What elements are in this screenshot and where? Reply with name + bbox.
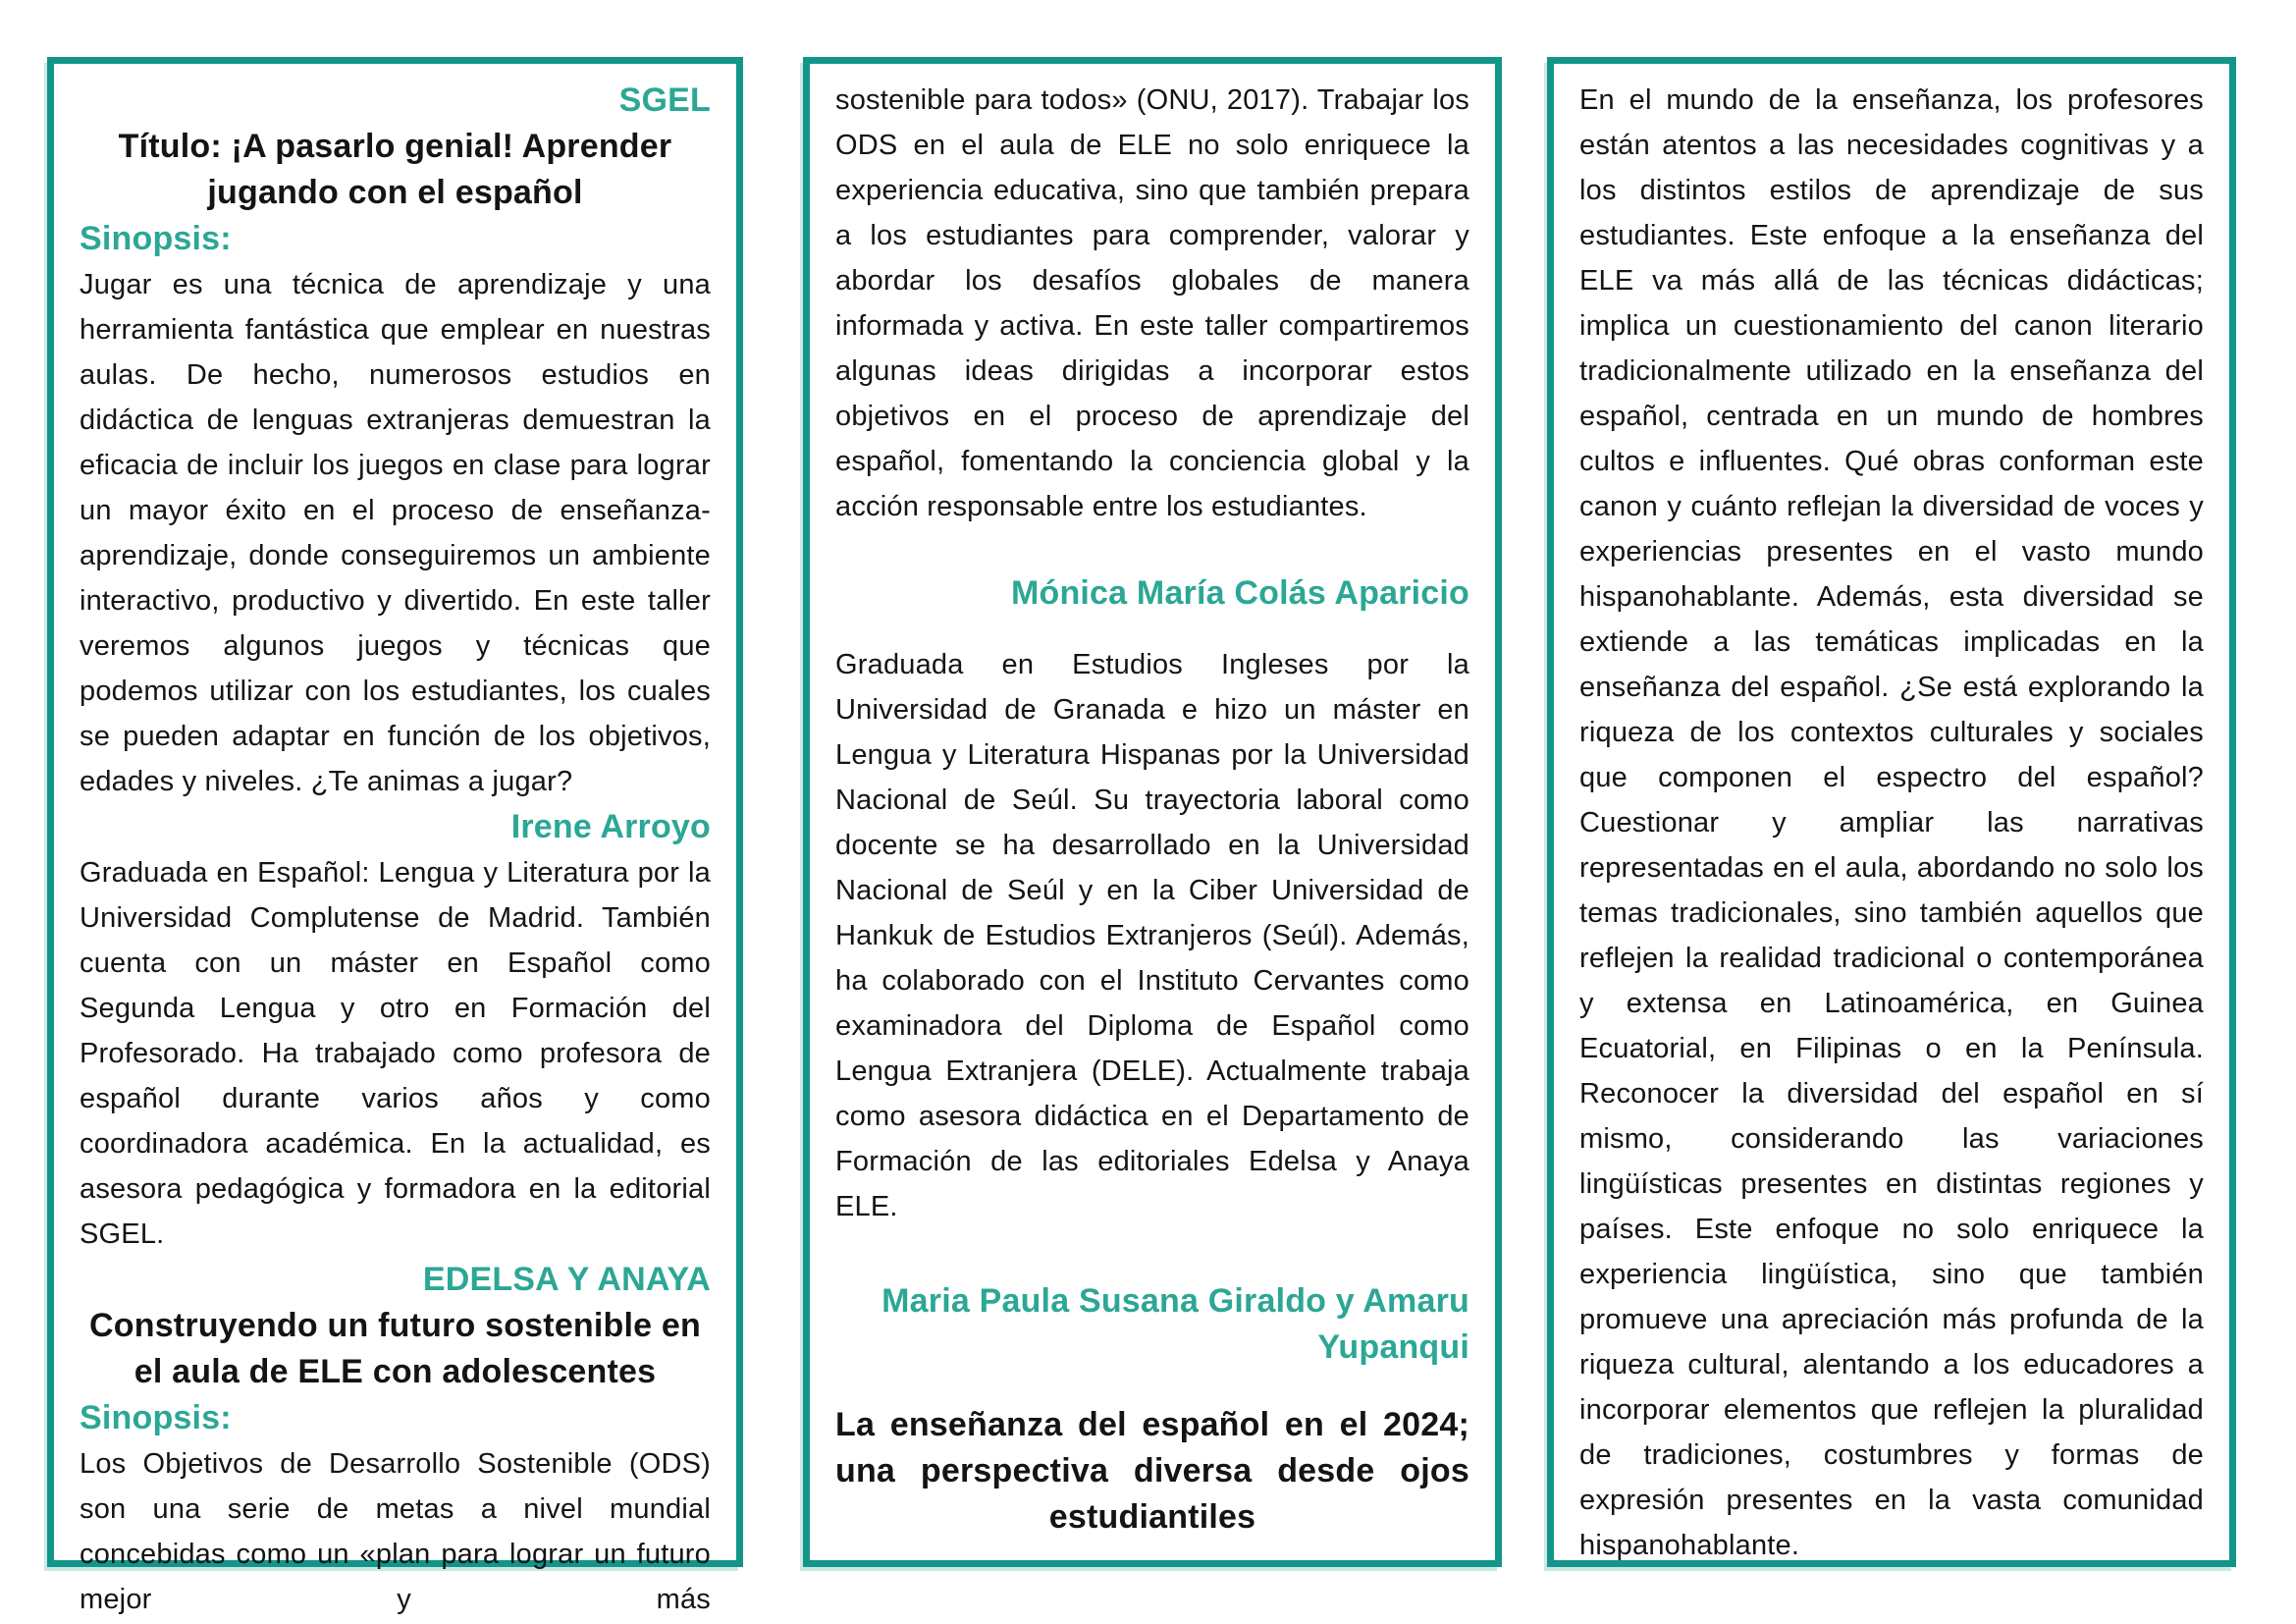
talk1-title: Título: ¡A pasarlo genial! Aprender jugando con el español xyxy=(118,128,672,211)
panels-row xyxy=(0,57,2236,1615)
speaker-monica-colas-bio: Graduada en Estudios Ingleses por la Universidad de Granada e hizo un máster en Lengua y Literatura Hispanas por la Universidad Nacional de Seúl. Su trayectoria laboral como docente se ha desarrollado en la Universidad Nacional de Seúl y en la Ciber Universidad de Hankuk de Estudios Extranjeros (Seúl). Además, ha colaborado con el Instituto Cervantes como examinadora del Diploma de Español como Lengua Extranjera (DELE). Actualmente trabaja como asesora didáctica en el Departamento de Formación de las editoriales Edelsa y Anaya ELE. xyxy=(835,649,1469,1222)
brochure-panel-left xyxy=(47,57,743,1615)
speaker-irene-arroyo-name: Irene Arroyo xyxy=(510,808,711,845)
sinopsis1-text: Jugar es una técnica de aprendizaje y una herramienta fantástica que emplear en nuestras aulas. De hecho, numerosos estudios en didáctica de lenguas extranjeras demuestran la eficacia de incluir los juegos en clase para lograr un mayor éxito en el proceso de enseñanza-aprendizaje, donde conseguiremos un ambiente interactivo, productivo y divertido. En este taller veremos algunos juegos y técnicas que podemos utilizar con los estudiantes, los cuales se pueden adaptar en función de los objetivos, edades y niveles. ¿Te animas a jugar? xyxy=(80,269,711,797)
talk3-abstract: En el mundo de la enseñanza, los profesores están atentos a las necesidades cognitivas y a los distintos estilos de aprendizaje de sus estudiantes. Este enfoque a la enseñanza del ELE va más allá de las técnicas didácticas; implica un cuestionamiento del canon literario tradicionalmente utilizado en la enseñanza del español, centrada en un mundo de hombres cultos e influentes. Qué obras conforman este canon y cuánto reflejan la diversidad de voces y experiencias presentes en el vasto mundo hispanohablante. Además, esta diversidad se extiende a las temáticas implicadas en la enseñanza del español. ¿Se está explorando la riqueza de los contextos culturales y sociales que componen el espectro del español? Cuestionar y ampliar las narrativas representadas en el aula, abordando no solo los temas tradicionales, sino también aquellos que reflejen la realidad tradicional o contemporánea y extensa en Latinoamérica, en Guinea Ecuatorial, en Filipinas o en la Península. Reconocer la diversidad del español en sí mismo, considerando las variaciones lingüísticas presentes en distintas regiones y países. Este enfoque no solo enriquece la experiencia lingüística, sino que también promueve una apreciación más profunda de la riqueza cultural, alentando a los educadores a incorporar elementos que reflejen la pluralidad de tradiciones, costumbres y formas de expresión presentes en la vasta comunidad hispanohablante. xyxy=(1579,84,2204,1561)
speaker-monica-colas-name: Mónica María Colás Aparicio xyxy=(1010,574,1469,612)
talk3-title: La enseñanza del español en el 2024; una perspectiva diversa desde ojos estudiantiles xyxy=(835,1406,1469,1536)
speaker-irene-arroyo-bio: Graduada en Español: Lengua y Literatura por la Universidad Complutense de Madrid. También cuenta con un máster en Español como Segunda Lengua y otro en Formación del Profesorado. Ha trabajado como profesora de español durante varios años y como coordinadora académica. En la actualidad, es asesora pedagógica y formadora en la editorial SGEL. xyxy=(80,857,711,1250)
talk2-title: Construyendo un futuro sostenible en el aula de ELE con adolescentes xyxy=(89,1307,701,1390)
sinopsis2-label: Sinopsis: xyxy=(80,1399,232,1436)
sinopsis2-text-start: Los Objetivos de Desarrollo Sostenible (ODS) son una serie de metas a nivel mundial concebidas como un «plan para lograr un futuro mejor y más xyxy=(80,1448,711,1615)
brochure-panel-right xyxy=(1547,57,2236,1567)
sinopsis1-label: Sinopsis: xyxy=(80,220,232,257)
sinopsis2-text-continuation: sostenible para todos» (ONU, 2017). Trabajar los ODS en el aula de ELE no solo enriquece la experiencia educativa, sino que también prepara a los estudiantes para comprender, valorar y abordar los desafíos globales de manera informada y activa. En este taller compartiremos algunas ideas dirigidas a incorporar estos objetivos en el proceso de aprendizaje del español, fomentando la conciencia global y la acción responsable entre los estudiantes. xyxy=(835,84,1469,522)
publisher-sgel-heading: SGEL xyxy=(618,81,711,119)
brochure-panel-middle xyxy=(803,57,1502,1567)
speakers-giraldo-yupanqui-name: Maria Paula Susana Giraldo y Amaru Yupanqui xyxy=(881,1282,1469,1366)
publisher-edelsa-anaya-heading: EDELSA Y ANAYA xyxy=(422,1261,711,1298)
